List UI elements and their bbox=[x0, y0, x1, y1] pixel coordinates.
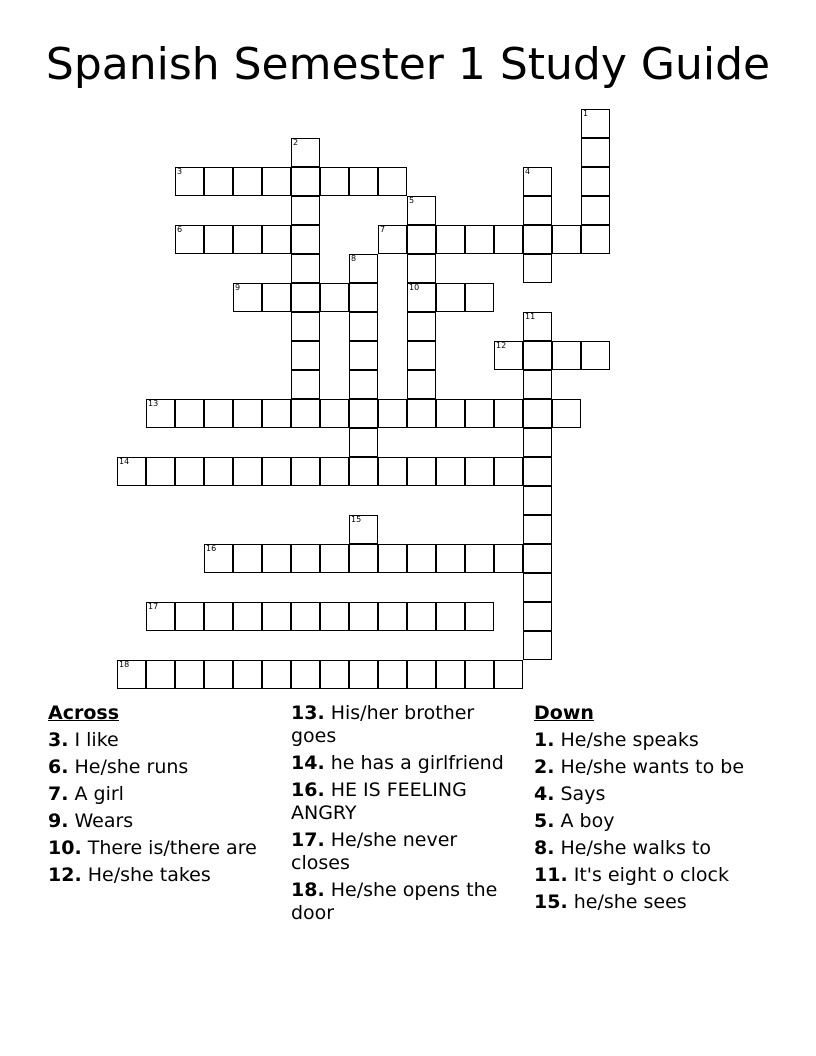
grid-cell[interactable] bbox=[349, 515, 378, 544]
clue-text: His/her brother goes bbox=[291, 702, 475, 747]
grid-cell[interactable] bbox=[204, 225, 233, 254]
grid-cell[interactable] bbox=[436, 225, 465, 254]
grid-cell[interactable] bbox=[233, 283, 262, 312]
grid-cell[interactable] bbox=[291, 370, 320, 399]
clue-number-label: 11. bbox=[534, 864, 568, 886]
grid-cell[interactable] bbox=[407, 341, 436, 370]
grid-cell[interactable] bbox=[581, 109, 610, 138]
down-clues-column bbox=[534, 702, 764, 918]
across-clue bbox=[291, 879, 516, 925]
grid-cell[interactable] bbox=[291, 283, 320, 312]
grid-cell[interactable] bbox=[349, 399, 378, 428]
grid-cell[interactable] bbox=[436, 660, 465, 689]
across-clues-column-continued bbox=[291, 702, 516, 929]
across-clue bbox=[48, 729, 268, 752]
across-clues-column bbox=[48, 702, 268, 891]
down-clue bbox=[534, 864, 764, 887]
down-clue bbox=[534, 783, 764, 806]
grid-cell[interactable] bbox=[436, 399, 465, 428]
grid-cell[interactable] bbox=[175, 225, 204, 254]
grid-cell[interactable] bbox=[407, 283, 436, 312]
grid-cell[interactable] bbox=[349, 544, 378, 573]
clue-text: He/she runs bbox=[68, 756, 189, 778]
grid-cell[interactable] bbox=[146, 602, 175, 631]
grid-cell[interactable] bbox=[407, 196, 436, 225]
down-clue bbox=[534, 729, 764, 752]
grid-cell[interactable] bbox=[349, 428, 378, 457]
grid-cell[interactable] bbox=[407, 399, 436, 428]
across-clue bbox=[48, 810, 268, 833]
grid-cell[interactable] bbox=[494, 660, 523, 689]
clue-number-label: 2. bbox=[534, 756, 555, 778]
grid-cell[interactable] bbox=[465, 457, 494, 486]
clue-text: He/she walks to bbox=[554, 837, 712, 859]
grid-cell[interactable] bbox=[320, 283, 349, 312]
down-clue bbox=[534, 756, 764, 779]
grid-cell[interactable] bbox=[320, 660, 349, 689]
grid-cell[interactable] bbox=[552, 341, 581, 370]
clue-number-label: 5. bbox=[534, 810, 555, 832]
grid-cell[interactable] bbox=[349, 370, 378, 399]
grid-cell[interactable] bbox=[291, 457, 320, 486]
grid-cell[interactable] bbox=[407, 457, 436, 486]
across-clue bbox=[291, 752, 516, 775]
across-clue bbox=[48, 837, 268, 860]
clue-number-label: 3. bbox=[48, 729, 69, 751]
down-clue bbox=[534, 891, 764, 914]
clue-number: 8 bbox=[351, 254, 357, 263]
grid-cell[interactable] bbox=[320, 602, 349, 631]
grid-cell[interactable] bbox=[262, 457, 291, 486]
grid-cell[interactable] bbox=[291, 312, 320, 341]
grid-cell[interactable] bbox=[378, 225, 407, 254]
grid-cell[interactable] bbox=[349, 312, 378, 341]
grid-cell[interactable] bbox=[175, 167, 204, 196]
across-clue bbox=[291, 829, 516, 875]
grid-cell[interactable] bbox=[436, 283, 465, 312]
clue-number-label: 6. bbox=[48, 756, 69, 778]
clue-number: 12 bbox=[496, 341, 507, 350]
grid-cell[interactable] bbox=[117, 457, 146, 486]
grid-cell[interactable] bbox=[320, 399, 349, 428]
grid-cell[interactable] bbox=[378, 457, 407, 486]
grid-cell[interactable] bbox=[465, 660, 494, 689]
grid-cell[interactable] bbox=[465, 602, 494, 631]
grid-cell[interactable] bbox=[117, 660, 146, 689]
grid-cell[interactable] bbox=[175, 602, 204, 631]
grid-cell[interactable] bbox=[204, 167, 233, 196]
grid-cell[interactable] bbox=[291, 225, 320, 254]
grid-cell[interactable] bbox=[320, 167, 349, 196]
clue-number: 6 bbox=[177, 225, 183, 234]
clue-text: HE IS FEELING ANGRY bbox=[291, 779, 467, 824]
grid-cell[interactable] bbox=[523, 515, 552, 544]
down-heading: Down bbox=[534, 702, 594, 724]
grid-cell[interactable] bbox=[233, 544, 262, 573]
grid-cell[interactable] bbox=[407, 225, 436, 254]
across-clue bbox=[291, 779, 516, 825]
clue-text: He/she takes bbox=[81, 864, 211, 886]
grid-cell[interactable] bbox=[291, 196, 320, 225]
grid-cell[interactable] bbox=[320, 544, 349, 573]
grid-cell[interactable] bbox=[291, 341, 320, 370]
clue-text: It's eight o clock bbox=[567, 864, 729, 886]
grid-cell[interactable] bbox=[407, 602, 436, 631]
grid-cell[interactable] bbox=[581, 167, 610, 196]
grid-cell[interactable] bbox=[262, 602, 291, 631]
grid-cell[interactable] bbox=[523, 399, 552, 428]
grid-cell[interactable] bbox=[349, 167, 378, 196]
grid-cell[interactable] bbox=[465, 544, 494, 573]
clue-number: 16 bbox=[206, 544, 217, 553]
grid-cell[interactable] bbox=[378, 602, 407, 631]
grid-cell[interactable] bbox=[523, 341, 552, 370]
clue-text: A boy bbox=[554, 810, 615, 832]
clue-number-label: 7. bbox=[48, 783, 69, 805]
grid-cell[interactable] bbox=[320, 457, 349, 486]
clue-text: I like bbox=[68, 729, 119, 751]
grid-cell[interactable] bbox=[204, 544, 233, 573]
clue-number: 18 bbox=[119, 660, 130, 669]
across-clue bbox=[48, 864, 268, 887]
grid-cell[interactable] bbox=[349, 254, 378, 283]
clue-number: 11 bbox=[525, 312, 536, 321]
grid-cell[interactable] bbox=[378, 660, 407, 689]
clue-number-label: 1. bbox=[534, 729, 555, 751]
grid-cell[interactable] bbox=[146, 457, 175, 486]
grid-cell[interactable] bbox=[204, 457, 233, 486]
grid-cell[interactable] bbox=[436, 544, 465, 573]
clue-text: Says bbox=[554, 783, 606, 805]
grid-cell[interactable] bbox=[523, 457, 552, 486]
grid-cell[interactable] bbox=[233, 457, 262, 486]
grid-cell[interactable] bbox=[146, 660, 175, 689]
grid-cell[interactable] bbox=[175, 660, 204, 689]
clue-number: 9 bbox=[235, 283, 241, 292]
across-clue bbox=[291, 702, 516, 748]
grid-cell[interactable] bbox=[175, 399, 204, 428]
clue-number: 2 bbox=[293, 138, 299, 147]
grid-cell[interactable] bbox=[436, 457, 465, 486]
clue-number-label: 4. bbox=[534, 783, 555, 805]
grid-cell[interactable] bbox=[581, 225, 610, 254]
across-clue bbox=[48, 756, 268, 779]
grid-cell[interactable] bbox=[523, 602, 552, 631]
down-clue-list bbox=[534, 729, 764, 914]
grid-cell[interactable] bbox=[262, 544, 291, 573]
clue-text: A girl bbox=[68, 783, 124, 805]
grid-cell[interactable] bbox=[494, 399, 523, 428]
grid-cell[interactable] bbox=[262, 167, 291, 196]
clue-text: he/she sees bbox=[567, 891, 687, 913]
across-clue-list-continued bbox=[291, 702, 516, 925]
grid-cell[interactable] bbox=[291, 544, 320, 573]
clue-number: 14 bbox=[119, 457, 130, 466]
clue-number: 15 bbox=[351, 515, 362, 524]
grid-cell[interactable] bbox=[494, 544, 523, 573]
grid-cell[interactable] bbox=[523, 486, 552, 515]
grid-cell[interactable] bbox=[581, 341, 610, 370]
clue-number: 7 bbox=[380, 225, 386, 234]
grid-cell[interactable] bbox=[349, 660, 378, 689]
grid-cell[interactable] bbox=[407, 660, 436, 689]
grid-cell[interactable] bbox=[175, 457, 204, 486]
clue-text: He/she opens the door bbox=[291, 879, 498, 924]
grid-cell[interactable] bbox=[204, 602, 233, 631]
grid-cell[interactable] bbox=[523, 312, 552, 341]
grid-cell[interactable] bbox=[291, 660, 320, 689]
grid-cell[interactable] bbox=[378, 544, 407, 573]
clue-number: 17 bbox=[148, 602, 159, 611]
clue-text: He/she never closes bbox=[291, 829, 458, 874]
clue-number: 5 bbox=[409, 196, 415, 205]
grid-cell[interactable] bbox=[581, 196, 610, 225]
grid-cell[interactable] bbox=[204, 660, 233, 689]
clue-number-label: 17. bbox=[291, 829, 325, 851]
grid-cell[interactable] bbox=[523, 196, 552, 225]
grid-cell[interactable] bbox=[465, 225, 494, 254]
grid-cell[interactable] bbox=[407, 254, 436, 283]
down-clue bbox=[534, 837, 764, 860]
grid-cell[interactable] bbox=[523, 167, 552, 196]
grid-cell[interactable] bbox=[291, 254, 320, 283]
grid-cell[interactable] bbox=[407, 370, 436, 399]
grid-cell[interactable] bbox=[233, 399, 262, 428]
grid-cell[interactable] bbox=[552, 399, 581, 428]
clue-number-label: 18. bbox=[291, 879, 325, 901]
grid-cell[interactable] bbox=[494, 341, 523, 370]
grid-cell[interactable] bbox=[378, 167, 407, 196]
clue-number-label: 15. bbox=[534, 891, 568, 913]
grid-cell[interactable] bbox=[436, 602, 465, 631]
across-clue-list bbox=[48, 729, 268, 887]
grid-cell[interactable] bbox=[262, 225, 291, 254]
clue-text: There is/there are bbox=[81, 837, 257, 859]
clue-number-label: 9. bbox=[48, 810, 69, 832]
grid-cell[interactable] bbox=[233, 660, 262, 689]
down-clue bbox=[534, 810, 764, 833]
grid-cell[interactable] bbox=[204, 399, 233, 428]
clue-number-label: 16. bbox=[291, 779, 325, 801]
grid-cell[interactable] bbox=[581, 138, 610, 167]
grid-cell[interactable] bbox=[262, 283, 291, 312]
grid-cell[interactable] bbox=[349, 341, 378, 370]
grid-cell[interactable] bbox=[291, 138, 320, 167]
grid-cell[interactable] bbox=[494, 457, 523, 486]
clue-number-label: 12. bbox=[48, 864, 82, 886]
clue-number: 1 bbox=[583, 109, 589, 118]
grid-cell[interactable] bbox=[291, 399, 320, 428]
clue-number: 10 bbox=[409, 283, 420, 292]
across-clue bbox=[48, 783, 268, 806]
grid-cell[interactable] bbox=[523, 631, 552, 660]
grid-cell[interactable] bbox=[233, 225, 262, 254]
grid-cell[interactable] bbox=[262, 399, 291, 428]
grid-cell[interactable] bbox=[523, 428, 552, 457]
grid-cell[interactable] bbox=[523, 544, 552, 573]
grid-cell[interactable] bbox=[349, 283, 378, 312]
clue-number: 3 bbox=[177, 167, 183, 176]
clue-number-label: 10. bbox=[48, 837, 82, 859]
clue-number: 13 bbox=[148, 399, 159, 408]
grid-cell[interactable] bbox=[262, 660, 291, 689]
grid-cell[interactable] bbox=[291, 167, 320, 196]
grid-cell[interactable] bbox=[407, 312, 436, 341]
grid-cell[interactable] bbox=[407, 544, 436, 573]
grid-cell[interactable] bbox=[291, 602, 320, 631]
grid-cell[interactable] bbox=[523, 254, 552, 283]
grid-cell[interactable] bbox=[494, 225, 523, 254]
clue-text: he has a girlfriend bbox=[324, 752, 504, 774]
grid-cell[interactable] bbox=[465, 399, 494, 428]
across-heading: Across bbox=[48, 702, 120, 724]
grid-cell[interactable] bbox=[465, 283, 494, 312]
clue-number-label: 8. bbox=[534, 837, 555, 859]
clue-number-label: 14. bbox=[291, 752, 325, 774]
grid-cell[interactable] bbox=[523, 370, 552, 399]
clue-text: He/she speaks bbox=[554, 729, 699, 751]
grid-cell[interactable] bbox=[349, 602, 378, 631]
grid-cell[interactable] bbox=[233, 602, 262, 631]
grid-cell[interactable] bbox=[523, 225, 552, 254]
grid-cell[interactable] bbox=[349, 457, 378, 486]
grid-cell[interactable] bbox=[233, 167, 262, 196]
grid-cell[interactable] bbox=[552, 225, 581, 254]
clue-text: He/she wants to be bbox=[554, 756, 745, 778]
grid-cell[interactable] bbox=[146, 399, 175, 428]
clue-number-label: 13. bbox=[291, 702, 325, 724]
grid-cell[interactable] bbox=[523, 573, 552, 602]
grid-cell[interactable] bbox=[378, 399, 407, 428]
page-title: Spanish Semester 1 Study Guide bbox=[45, 39, 771, 90]
clue-text: Wears bbox=[68, 810, 134, 832]
clue-number: 4 bbox=[525, 167, 531, 176]
